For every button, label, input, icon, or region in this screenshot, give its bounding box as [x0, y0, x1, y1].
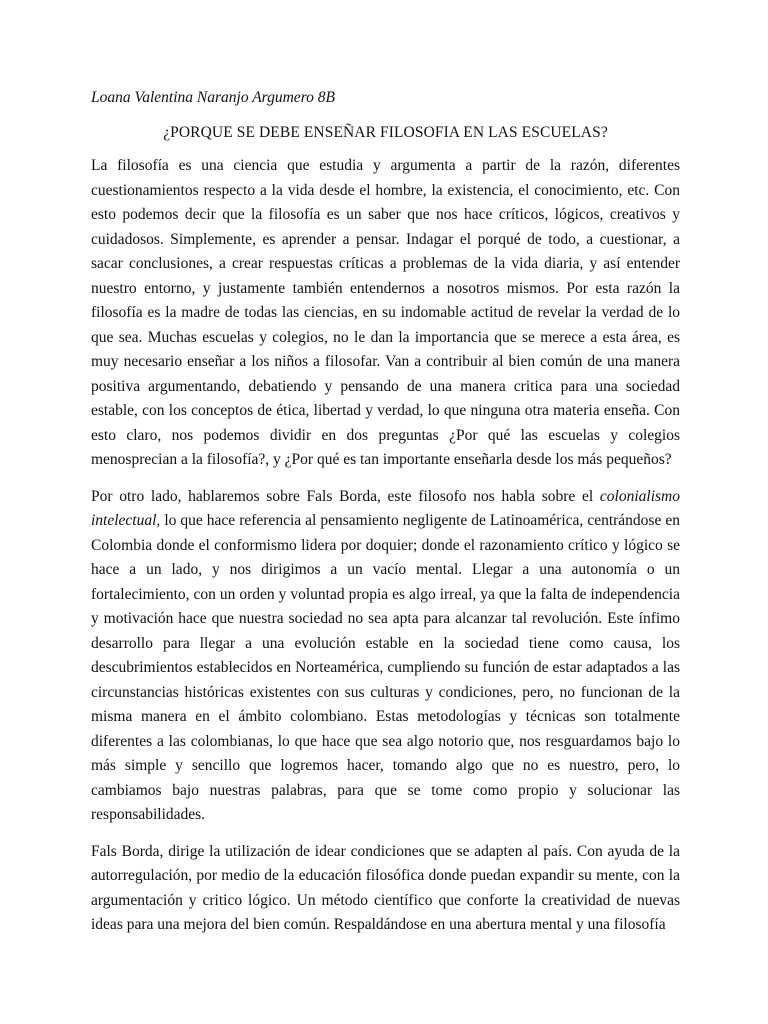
- paragraph-3: Fals Borda, dirige la utilización de idear condiciones que se adapten al país. Con ayuda de la autorregulación, por medio de la educación filosófica donde puedan expandir su mente, con la argumentación y critico lógico. Un método científico que conforte la creatividad de nuevas ideas para una mejora del bien común. Respaldándose en una abertura mental y una filosofía: [91, 842, 680, 933]
- paragraph-2: [91, 485, 680, 828]
- paragraph-2-text-start: Por otro lado, hablaremos sobre Fals Borda, este filosofo nos habla sobre el: [91, 487, 600, 505]
- paragraph-1: La filosofía es una ciencia que estudia y argumenta a partir de la razón, diferentes cuestionamientos respecto a la vida desde el hombre, la existencia, el conocimiento, etc. Con esto podemos decir que la filosofía es un saber que nos hace críticos, lógicos, creativos y cuidadosos. Simplemente, es aprender a pensar. Indagar el porqué de todo, a cuestionar, a sacar conclusiones, a crear respuestas críticas a problemas de la vida diaria, y así entender nuestro entorno, y justamente también entendernos a nosotros mismos. Por esta razón la filosofía es la madre de todas las ciencias, en su indomable actitud de revelar la verdad de lo que sea. Muchas escuelas y colegios, no le dan la importancia que se merece a esta área, es muy necesario enseñar a los niños a filosofar. Van a contribuir al bien común de una manera positiva argumentando, debatiendo y pensando de una manera critica para una sociedad estable, con los conceptos de ética, libertad y verdad, lo que ninguna otra materia enseña. Con esto claro, nos podemos dividir en dos preguntas ¿Por qué las escuelas y colegios menosprecian a la filosofía?, y ¿Por qué es tan importante enseñarla desde los más pequeños?: [91, 157, 680, 468]
- italic-term-colonialismo-intelectual: colonialismo intelectual,: [91, 487, 680, 529]
- author-line: Loana Valentina Naranjo Argumero 8B: [91, 89, 335, 106]
- document-page: [91, 88, 680, 938]
- paragraph-2-text-end: lo que hace referencia al pensamiento negligente de Latinoamérica, centrándose en Colombia donde el conformismo lidera por doquier; donde el razonamiento crítico y lógico se hace a un lado, y nos dirigimos a un vacío mental. Llegar a una autonomía o un fortalecimiento, con un orden y voluntad propia es algo irreal, ya que la falta de independencia y motivación hace que nuestra sociedad no sea apta para alcanzar tal revolución. Este ínfimo desarrollo para llegar a una evolución estable en la sociedad tiene como causa, los descubrimientos establecidos en Norteamérica, cumpliendo su función de estar adaptados a las circunstancias históricas existentes con sus culturas y condiciones, pero, no funcionan de la misma manera en el ámbito colombiano. Estas metodologías y técnicas son totalmente diferentes a las colombianas, lo que hace que sea algo notorio que, nos resguardamos bajo lo más simple y sencillo que logremos hacer, tomando algo que no es nuestro, pero, lo cambiamos bajo nuestras palabras, para que se tome como propio y solucionar las responsabilidades.: [91, 512, 680, 823]
- document-title: ¿PORQUE SE DEBE ENSEÑAR FILOSOFIA EN LAS ESCUELAS?: [163, 124, 608, 141]
